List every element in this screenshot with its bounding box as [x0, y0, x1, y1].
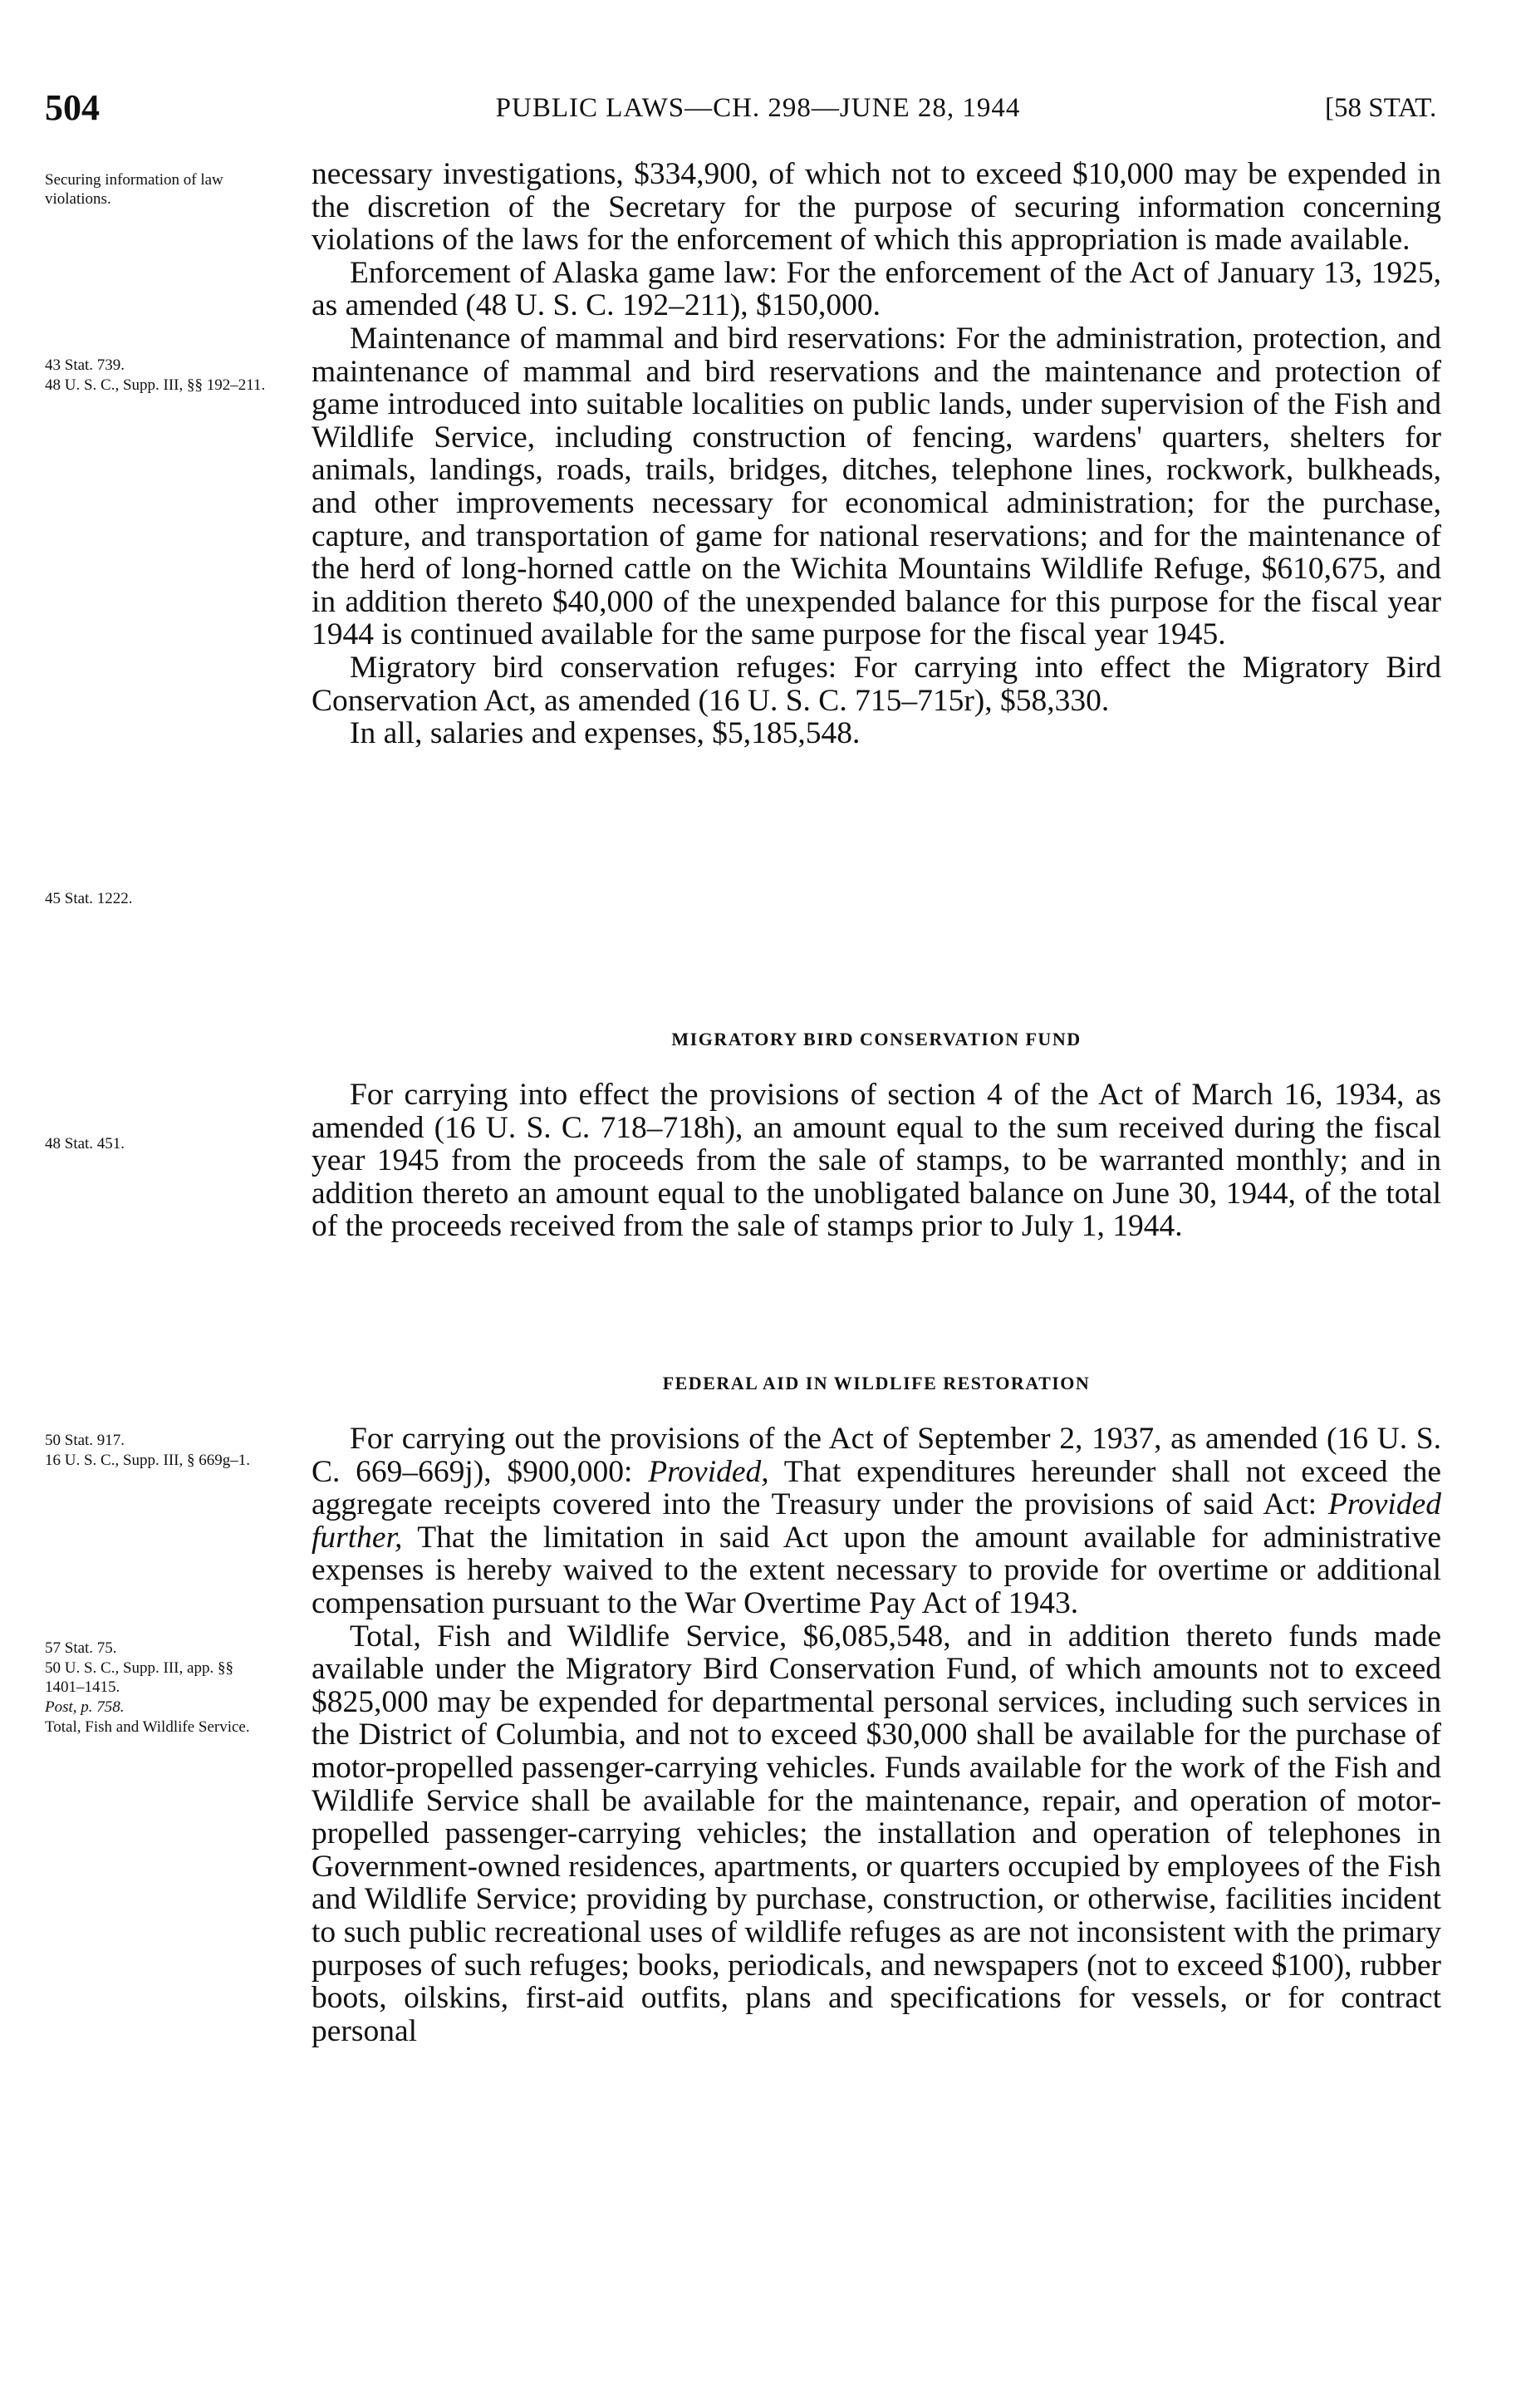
section-migratory-fund	[312, 1079, 1441, 1243]
running-title: PUBLIC LAWS—CH. 298—JUNE 28, 1944	[495, 93, 1021, 123]
margin-note-securing-information: Securing information of law violations.	[45, 171, 223, 208]
margin-note-57-stat: 57 Stat. 75.	[45, 1639, 117, 1657]
paragraph-migratory-fund: For carrying into effect the provisions of section 4 of the Act of March 16, 1934, as amended (16 U. S. C. 718–718h), an amount equal to the sum received during the fiscal year 1945 from the proceeds from the sale of stamps, to be warranted monthly; and in addition thereto an amount equal to the unobligated balance on June 30, 1944, of the total of the proceeds received from the sale of stamps prior to July 1, 1944.	[312, 1078, 1441, 1244]
margin-note-post: Post, p. 758.	[45, 1698, 125, 1716]
paragraph-migratory-refuges: Migratory bird conservation refuges: For carrying into effect the Migratory Bird Conservation Act, as amended (16 U. S. C. 715–715r), $58,330.	[312, 650, 1441, 718]
provided-further-italic: Provided further,	[312, 1487, 1441, 1555]
statute-volume: [58 STAT.	[1325, 93, 1437, 123]
margin-note-50-usc: 50 U. S. C., Supp. III, app. §§ 1401–1415.	[45, 1659, 233, 1696]
margin-note-45-stat: 45 Stat. 1222.	[45, 890, 133, 907]
provided-italic: Provided,	[648, 1454, 769, 1489]
federal-aid-text-a: For carrying out the provisions of the Act of September 2, 1937, as amended (16 U. S. C. 669–669j), $900,000:	[312, 1422, 1441, 1489]
margin-note-50-stat: 50 Stat. 917.	[45, 1432, 125, 1449]
federal-aid-text-c: That the limitation in said Act upon the amount available for administrative expenses is hereby waived to the extent necessary to provide for overtime or additional compensation pursuant to the War Overtime Pay Act of 1943.	[312, 1520, 1441, 1620]
section-federal-aid	[312, 1423, 1441, 2047]
paragraph-alaska-game-law: Enforcement of Alaska game law: For the enforcement of the Act of January 13, 1925, as amended (48 U. S. C. 192–211), $150,000.	[312, 255, 1441, 323]
margin-note-total: Total, Fish and Wildlife Service.	[45, 1718, 250, 1736]
heading-federal-aid: FEDERAL AID IN WILDLIFE RESTORATION	[662, 1373, 1091, 1393]
margin-note-16-usc: 16 U. S. C., Supp. III, § 669g–1.	[45, 1452, 251, 1469]
paragraph-federal-aid	[312, 1423, 1441, 1620]
margin-note-48-stat: 48 Stat. 451.	[45, 1135, 125, 1152]
margin-note-43-stat: 43 Stat. 739.	[45, 356, 125, 374]
page-number: 504	[45, 87, 100, 128]
section-salaries-expenses	[312, 158, 1441, 750]
paragraph-in-all: In all, salaries and expenses, $5,185,548.	[350, 716, 861, 751]
paragraph-total-fish-wildlife: Total, Fish and Wildlife Service, $6,085,548, and in addition thereto funds made available under the Migratory Bird Conservation Fund, of which amounts not to exceed $825,000 may be expended for departmental personal services, including such services in the District of Columbia, and not to exceed $30,000 shall be available for the purchase of motor-propelled passenger-carrying vehicles. Funds available for the work of the Fish and Wildlife Service shall be available for the maintenance, repair, and operation of motor-propelled passenger-carrying vehicles; the installation and operation of telephones in Government-owned residences, apartments, or quarters occupied by employees of the Fish and Wildlife Service; providing by purchase, construction, or otherwise, facilities incident to such public recreational uses of wildlife refuges as are not inconsistent with the primary purposes of such refuges; books, periodicals, and newspapers (not to exceed $100), rubber boots, oilskins, first-aid outfits, plans and specifications for vessels, or for contract personal	[312, 1619, 1441, 2048]
margin-note-48-usc: 48 U. S. C., Supp. III, §§ 192–211.	[45, 376, 266, 394]
paragraph-mammal-bird-reservations: Maintenance of mammal and bird reservations: For the administration, protection, and maintenance of mammal and bird reservations and the maintenance and protection of game introduced into suitable localities on public lands, under supervision of the Fish and Wildlife Service, including construction of fencing, wardens' quarters, shelters for animals, landings, roads, trails, bridges, ditches, telephone lines, rockwork, bulkheads, and other improvements necessary for economical administration; for the purchase, capture, and transportation of game for national reservations; and for the maintenance of the herd of long-horned cattle on the Wichita Mountains Wildlife Refuge, $610,675, and in addition thereto $40,000 of the unexpended balance for this purpose for the fiscal year 1944 is continued available for the same purpose for the fiscal year 1945.	[312, 321, 1441, 652]
paragraph-investigations: necessary investigations, $334,900, of which not to exceed $10,000 may be expended in the discretion of the Secretary for the purpose of securing information concerning violations of the laws for the enforcement of which this appropriation is made available.	[312, 157, 1441, 258]
federal-aid-text-b: That expenditures hereunder shall not exceed the aggregate receipts covered into the Treasury under the provisions of said Act:	[312, 1454, 1441, 1522]
heading-migratory-fund: MIGRATORY BIRD CONSERVATION FUND	[671, 1029, 1082, 1049]
